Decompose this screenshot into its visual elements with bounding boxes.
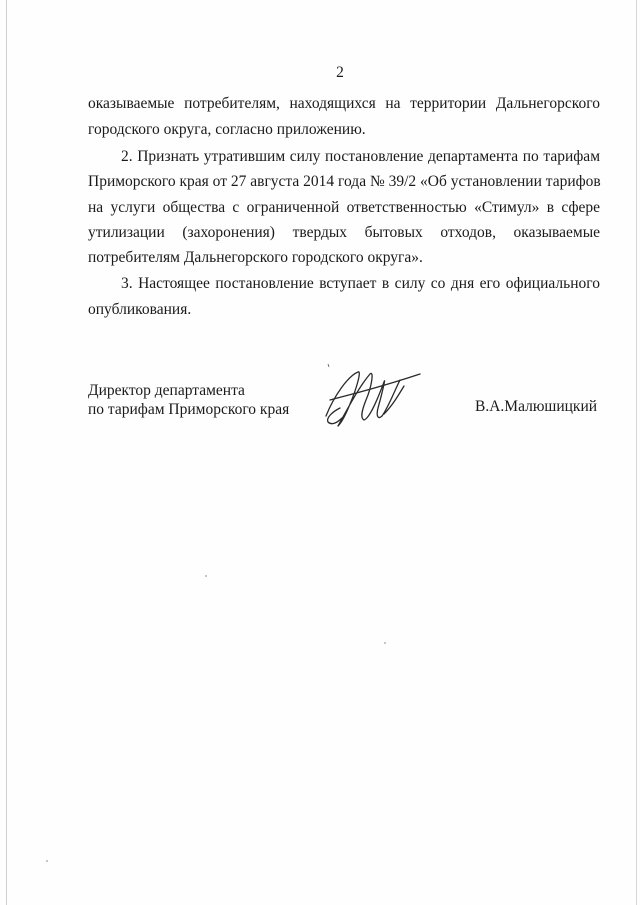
signer-title	[88, 381, 289, 419]
page-number: 2	[336, 64, 344, 81]
signer-title-line1: Директор департамента	[88, 382, 245, 399]
signer-title-line2: по тарифам Приморского края	[88, 401, 290, 418]
scan-edge-right	[636, 0, 637, 905]
scan-speck	[384, 642, 386, 644]
paragraph1-line1: оказываемые потребителям, находящихся на территории Дальнегорского	[88, 95, 600, 112]
paragraph2-line5: потребителям Дальнегорского городского округа».	[88, 249, 423, 266]
scan-edge-left	[6, 0, 7, 905]
paragraph2-line4: утилизации (захоронения) твердых бытовых отходов, оказываемые	[88, 224, 600, 241]
paragraph3-line1: 3. Настоящее постановление вступает в силу со дня его официального	[121, 275, 600, 292]
scan-speck	[46, 860, 48, 862]
paragraph2-line3: на услуги общества с ограниченной ответственностью «Стимул» в сфере	[88, 199, 600, 216]
scan-speck	[205, 575, 207, 577]
handwritten-signature	[322, 360, 432, 432]
paragraph3-line2: опубликования.	[88, 301, 192, 318]
paragraph2-line1: 2. Признать утратившим силу постановление департамента по тарифам	[121, 148, 600, 165]
paragraph2-line2: Приморского края от 27 августа 2014 года № 39/2 «Об установлении тарифов	[88, 173, 601, 190]
paragraph1-line2: городского округа, согласно приложению.	[88, 121, 366, 138]
signer-name: В.А.Малюшицкий	[475, 398, 598, 415]
